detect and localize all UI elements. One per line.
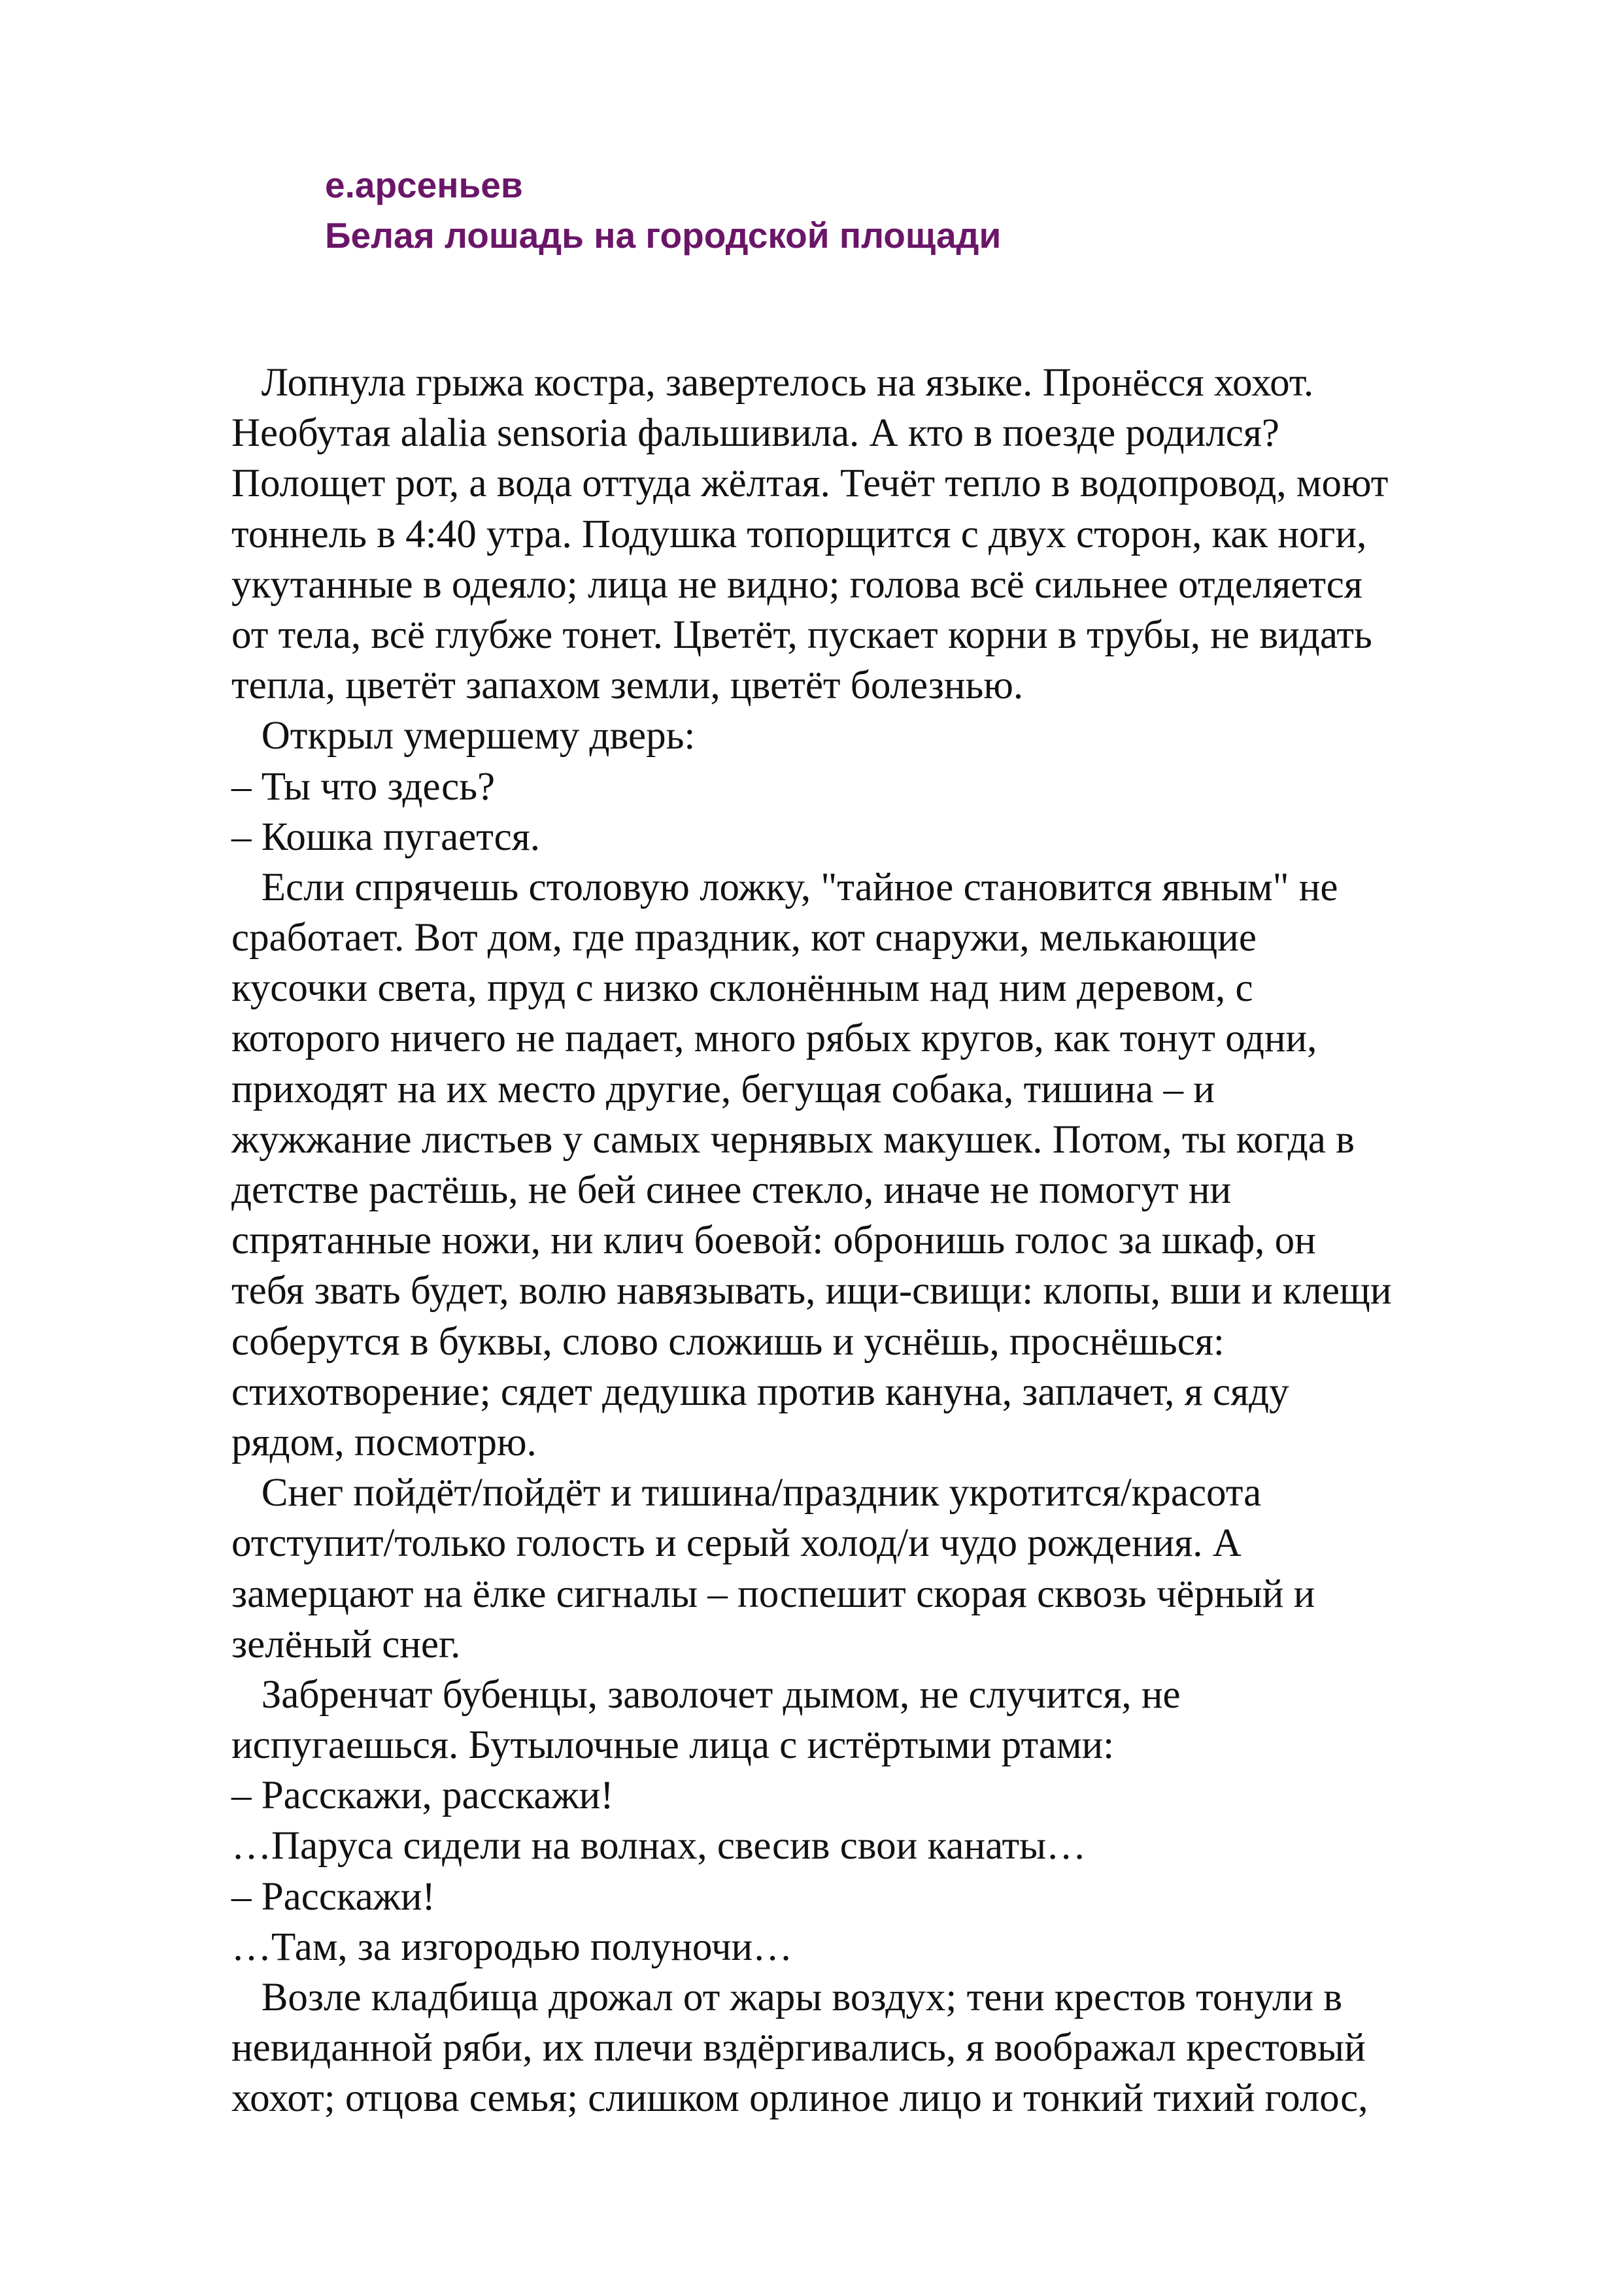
body-text-line: укутанные в одеяло; лица не видно; голова всё сильнее отделяется xyxy=(231,562,1362,607)
body-text-line: тепла, цветёт запахом земли, цветёт болезнью. xyxy=(231,664,1024,708)
body-text-line: Забренчат бубенцы, заволочет дымом, не случится, не xyxy=(231,1672,1181,1717)
body-text-line: которого ничего не падает, много рябых кругов, как тонут одни, xyxy=(231,1017,1317,1061)
body-text-line: тоннель в 4:40 утра. Подушка топорщится с двух сторон, как ноги, xyxy=(231,512,1367,556)
body-text-line: приходят на их место другие, бегущая собака, тишина – и xyxy=(231,1067,1215,1111)
body-text-line: соберутся в буквы, слово сложишь и уснёшь, проснёшься: xyxy=(231,1319,1225,1364)
body-text-line: тебя звать будет, волю навязывать, ищи-свищи: клопы, вши и клещи xyxy=(231,1269,1392,1313)
body-text-line: невиданной ряби, их плечи вздёргивались, я воображал крестовый xyxy=(231,2026,1366,2070)
body-text-line: хохот; отцова семья; слишком орлиное лицо и тонкий тихий голос, xyxy=(231,2076,1368,2121)
document-header xyxy=(325,160,1001,261)
body-text-line: Лопнула грыжа костра, завертелось на языке. Пронёсся хохот. xyxy=(231,361,1314,405)
body-text-line: Снег пойдёт/пойдёт и тишина/праздник укротится/красота xyxy=(231,1471,1262,1515)
body-text-line: – Ты что здесь? xyxy=(231,764,496,809)
body-text-line: сработает. Вот дом, где праздник, кот снаружи, мелькающие xyxy=(231,916,1257,960)
body-text-line: отступит/только голость и серый холод/и чудо рождения. А xyxy=(231,1521,1242,1566)
body-text-line: …Паруса сидели на волнах, свесив свои канаты… xyxy=(231,1824,1087,1868)
body-text-line: от тела, всё глубже тонет. Цветёт, пускает корни в трубы, не видать xyxy=(231,613,1372,657)
body-text-line: Возле кладбища дрожал от жары воздух; тени крестов тонули в xyxy=(231,1976,1343,2019)
body-text-line: – Расскажи! xyxy=(231,1874,435,1919)
body-text-line: Необутая alalia sensoria фальшивила. А кто в поезде родился? xyxy=(231,411,1279,456)
document-title: Белая лошадь на городской площади xyxy=(325,215,1002,256)
body-text-line: жужжание листьев у самых чернявых макушек. Потом, ты когда в xyxy=(231,1117,1355,1162)
body-text-line: – Кошка пугается. xyxy=(231,815,541,859)
body-text-line: – Расскажи, расскажи! xyxy=(231,1774,614,1818)
body-text-line: испугаешься. Бутылочные лица с истёртыми ртами: xyxy=(231,1723,1115,1768)
body-text-line: Полощет рот, а вода оттуда жёлтая. Течёт тепло в водопровод, моют xyxy=(231,462,1389,506)
body-text-line: рядом, посмотрю. xyxy=(231,1420,537,1464)
body-text-line: спрятанные ножи, ни клич боевой: обронишь голос за шкаф, он xyxy=(231,1219,1316,1263)
document-body xyxy=(231,358,1513,2124)
body-text-line: стихотворение; сядет дедушка против кануна, заплачет, я сяду xyxy=(231,1370,1289,1414)
author-name: е.арсеньев xyxy=(325,165,523,205)
body-text-line: …Там, за изгородью полуночи… xyxy=(231,1925,793,1969)
body-text-line: Открыл умершему дверь: xyxy=(231,714,696,758)
body-text-line: замерцают на ёлке сигналы – поспешит скорая сквозь чёрный и xyxy=(231,1572,1315,1616)
body-text-line: зелёный снег. xyxy=(231,1622,461,1666)
body-text-line: детстве растёшь, не бей синее стекло, иначе не помогут ни xyxy=(231,1168,1232,1212)
body-text-line: Если спрячешь столовую ложку, "тайное становится явным" не xyxy=(231,865,1338,909)
body-text-line: кусочки света, пруд с низко склонённым над ним деревом, с xyxy=(231,966,1253,1011)
